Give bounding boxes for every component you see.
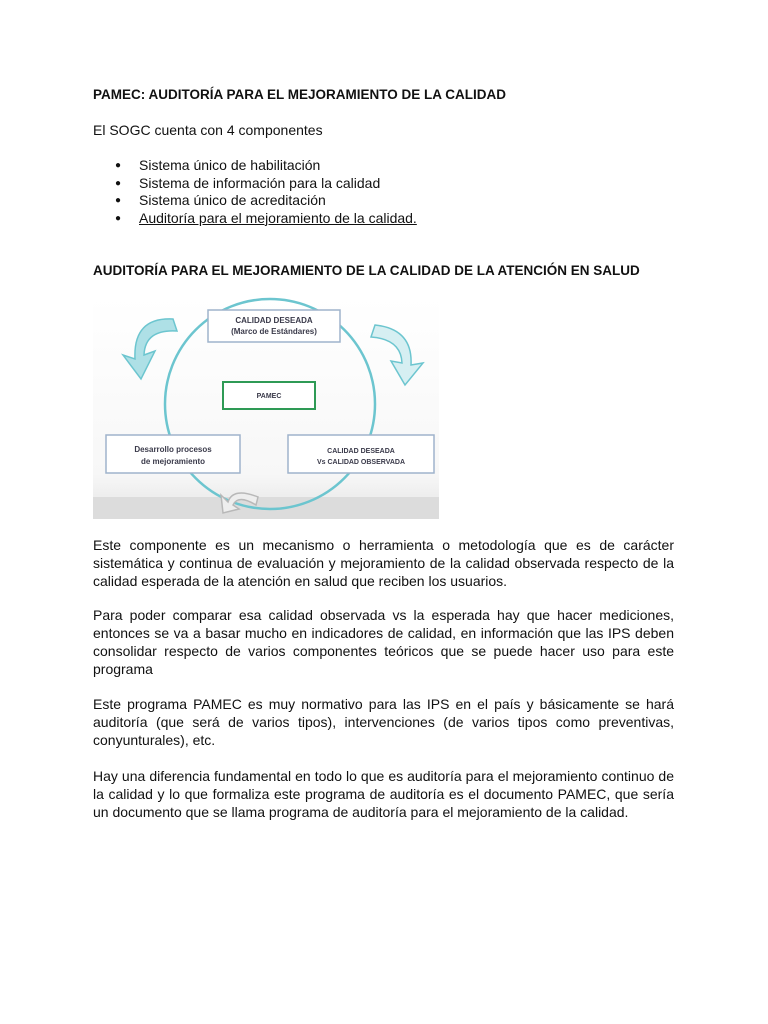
list-item xyxy=(93,210,417,228)
top-box-line-1: CALIDAD DESEADA xyxy=(235,316,313,325)
center-box-label: PAMEC xyxy=(256,393,282,400)
paragraph: Este programa PAMEC es muy normativo para las IPS en el país y básicamente se hará auditoría (que será de varios tipos), intervenciones (de varios tipos como preventivas, conyunturales), etc. xyxy=(93,696,674,748)
top-box-line-2: (Marco de Estándares) xyxy=(231,327,317,336)
section-title: AUDITORÍA PARA EL MEJORAMIENTO DE LA CALIDAD DE LA ATENCIÓN EN SALUD xyxy=(93,263,640,278)
paragraph: Este componente es un mecanismo o herramienta o metodología que es de carácter sistemática y continua de evaluación y mejoramiento de la calidad observada respecto de la calidad esperada de la atención en salud que reciben los usuarios. xyxy=(93,537,674,589)
list-item xyxy=(93,157,417,175)
list-item-label: Auditoría para el mejoramiento de la calidad. xyxy=(139,209,417,226)
paragraph: Hay una diferencia fundamental en todo lo que es auditoría para el mejoramiento continuo de la calidad y lo que formaliza este programa de auditoría es el documento PAMEC, que sería un documento que se llama programa de auditoría para el mejoramiento de la calidad. xyxy=(93,768,674,820)
list-item xyxy=(93,192,417,210)
document-title: PAMEC: AUDITORÍA PARA EL MEJORAMIENTO DE LA CALIDAD xyxy=(93,87,507,102)
bullet-icon: ● xyxy=(115,177,122,189)
component-list xyxy=(93,157,417,227)
right-box-line-2: Vs CALIDAD OBSERVADA xyxy=(316,459,406,466)
left-box-line-2: de mejoramiento xyxy=(140,457,206,466)
list-item-label: Sistema único de acreditación xyxy=(139,192,326,208)
right-box-line-1: CALIDAD DESEADA xyxy=(327,448,395,455)
left-box xyxy=(106,435,240,473)
top-box xyxy=(208,310,340,342)
pamec-cycle-diagram xyxy=(93,297,439,519)
list-item xyxy=(93,175,417,193)
list-item-label: Sistema de información para la calidad xyxy=(139,174,381,191)
left-box-line-1: Desarrollo procesos xyxy=(134,445,212,454)
bullet-icon: ● xyxy=(115,160,122,171)
list-item-label: Sistema único de habilitación xyxy=(139,157,321,173)
bullet-icon: ● xyxy=(115,195,122,206)
paragraph: Para poder comparar esa calidad observada vs la esperada hay que hacer mediciones, entonces se va a basar mucho en indicadores de calidad, en información que las IPS deben consolidar respecto de varios componentes teóricos que se puede hacer uso para este programa xyxy=(93,607,674,677)
bullet-icon: ● xyxy=(115,212,122,224)
intro-text: El SOGC cuenta con 4 componentes xyxy=(93,122,323,138)
